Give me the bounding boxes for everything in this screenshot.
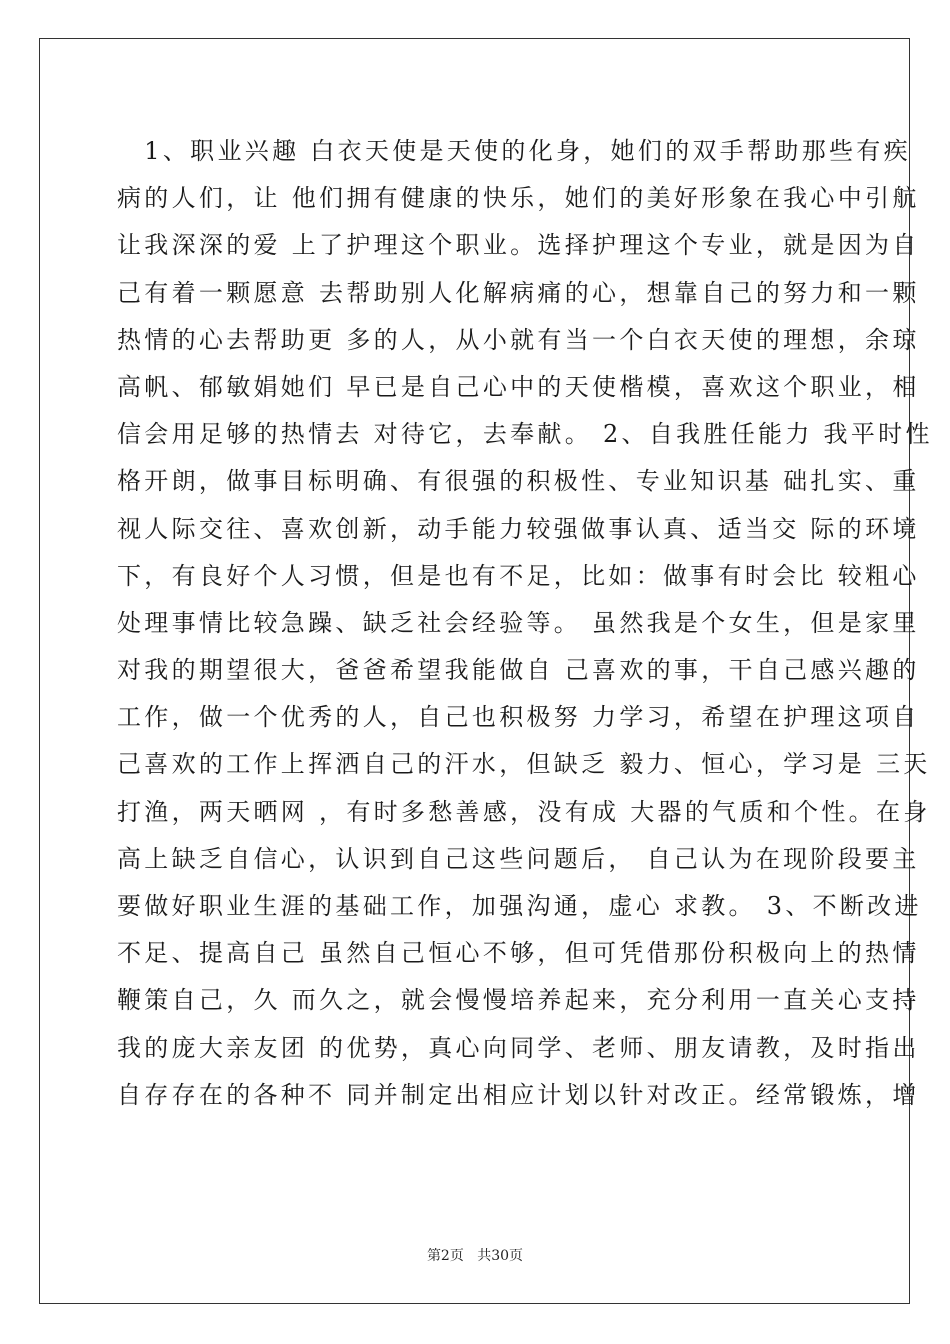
text-line: 高上缺乏自信心，认识到自己这些问题后， 自己认为在现阶段要主 [117, 844, 920, 873]
text-line: 格开朗，做事目标明确、有很强的积极性、专业知识基 础扎实、重 [117, 467, 920, 496]
text-line: 己喜欢的工作上挥洒自己的汗水，但缺乏 毅力、恒心，学习是 三天 [117, 750, 931, 779]
text-line: 要做好职业生涯的基础工作，加强沟通，虚心 求教。 3、不断改进 [117, 892, 922, 920]
document-body [117, 128, 933, 1119]
page-total: 共30页 [477, 1248, 524, 1264]
text-line: 处理事情比较急躁、缺乏社会经验等。 虽然我是个女生，但是家里 [117, 608, 920, 637]
text-line: 信会用足够的热情去 对待它，去奉献。 2、自我胜任能力 我平时性 [117, 420, 933, 449]
text-line: 高帆、郁敏娟她们 早已是自己心中的天使楷模，喜欢这个职业，相 [117, 372, 920, 401]
text-line: 热情的心去帮助更 多的人，从小就有当一个白衣天使的理想，余琼 [117, 325, 920, 354]
text-line: 打渔，两天晒网 ，有时多愁善感，没有成 大器的气质和个性。在身 [117, 797, 931, 826]
text-line: 自存存在的各种不 同并制定出相应计划以针对改正。经常锻炼，增 [117, 1080, 920, 1109]
text-line: 工作，做一个优秀的人，自己也积极努 力学习，希望在护理这项自 [117, 703, 920, 732]
text-line: 病的人们，让 他们拥有健康的快乐，她们的美好形象在我心中引航 [117, 184, 920, 213]
page-number: 第2页 [426, 1248, 464, 1264]
text-line: 己有着一颗愿意 去帮助别人化解病痛的心，想靠自己的努力和一颗 [117, 278, 920, 307]
text-line: 鞭策自己，久 而久之，就会慢慢培养起来，充分利用一直关心支持 [117, 986, 920, 1015]
text-line: 让我深深的爱 上了护理这个职业。选择护理这个专业，就是因为自 [117, 231, 920, 260]
page-footer [0, 1246, 950, 1266]
text-line: 1、职业兴趣 白衣天使是天使的化身，她们的双手帮助那些有疾 [117, 137, 911, 165]
text-line: 对我的期望很大，爸爸希望我能做自 己喜欢的事，干自己感兴趣的 [117, 656, 920, 685]
text-line: 不足、提高自己 虽然自己恒心不够，但可凭借那份积极向上的热情 [117, 939, 920, 968]
text-line: 我的庞大亲友团 的优势，真心向同学、老师、朋友请教，及时指出 [117, 1033, 920, 1062]
text-line: 视人际交往、喜欢创新，动手能力较强做事认真、适当交 际的环境 [117, 514, 920, 543]
text-line: 下，有良好个人习惯，但是也有不足，比如：做事有时会比 较粗心 [117, 561, 920, 590]
